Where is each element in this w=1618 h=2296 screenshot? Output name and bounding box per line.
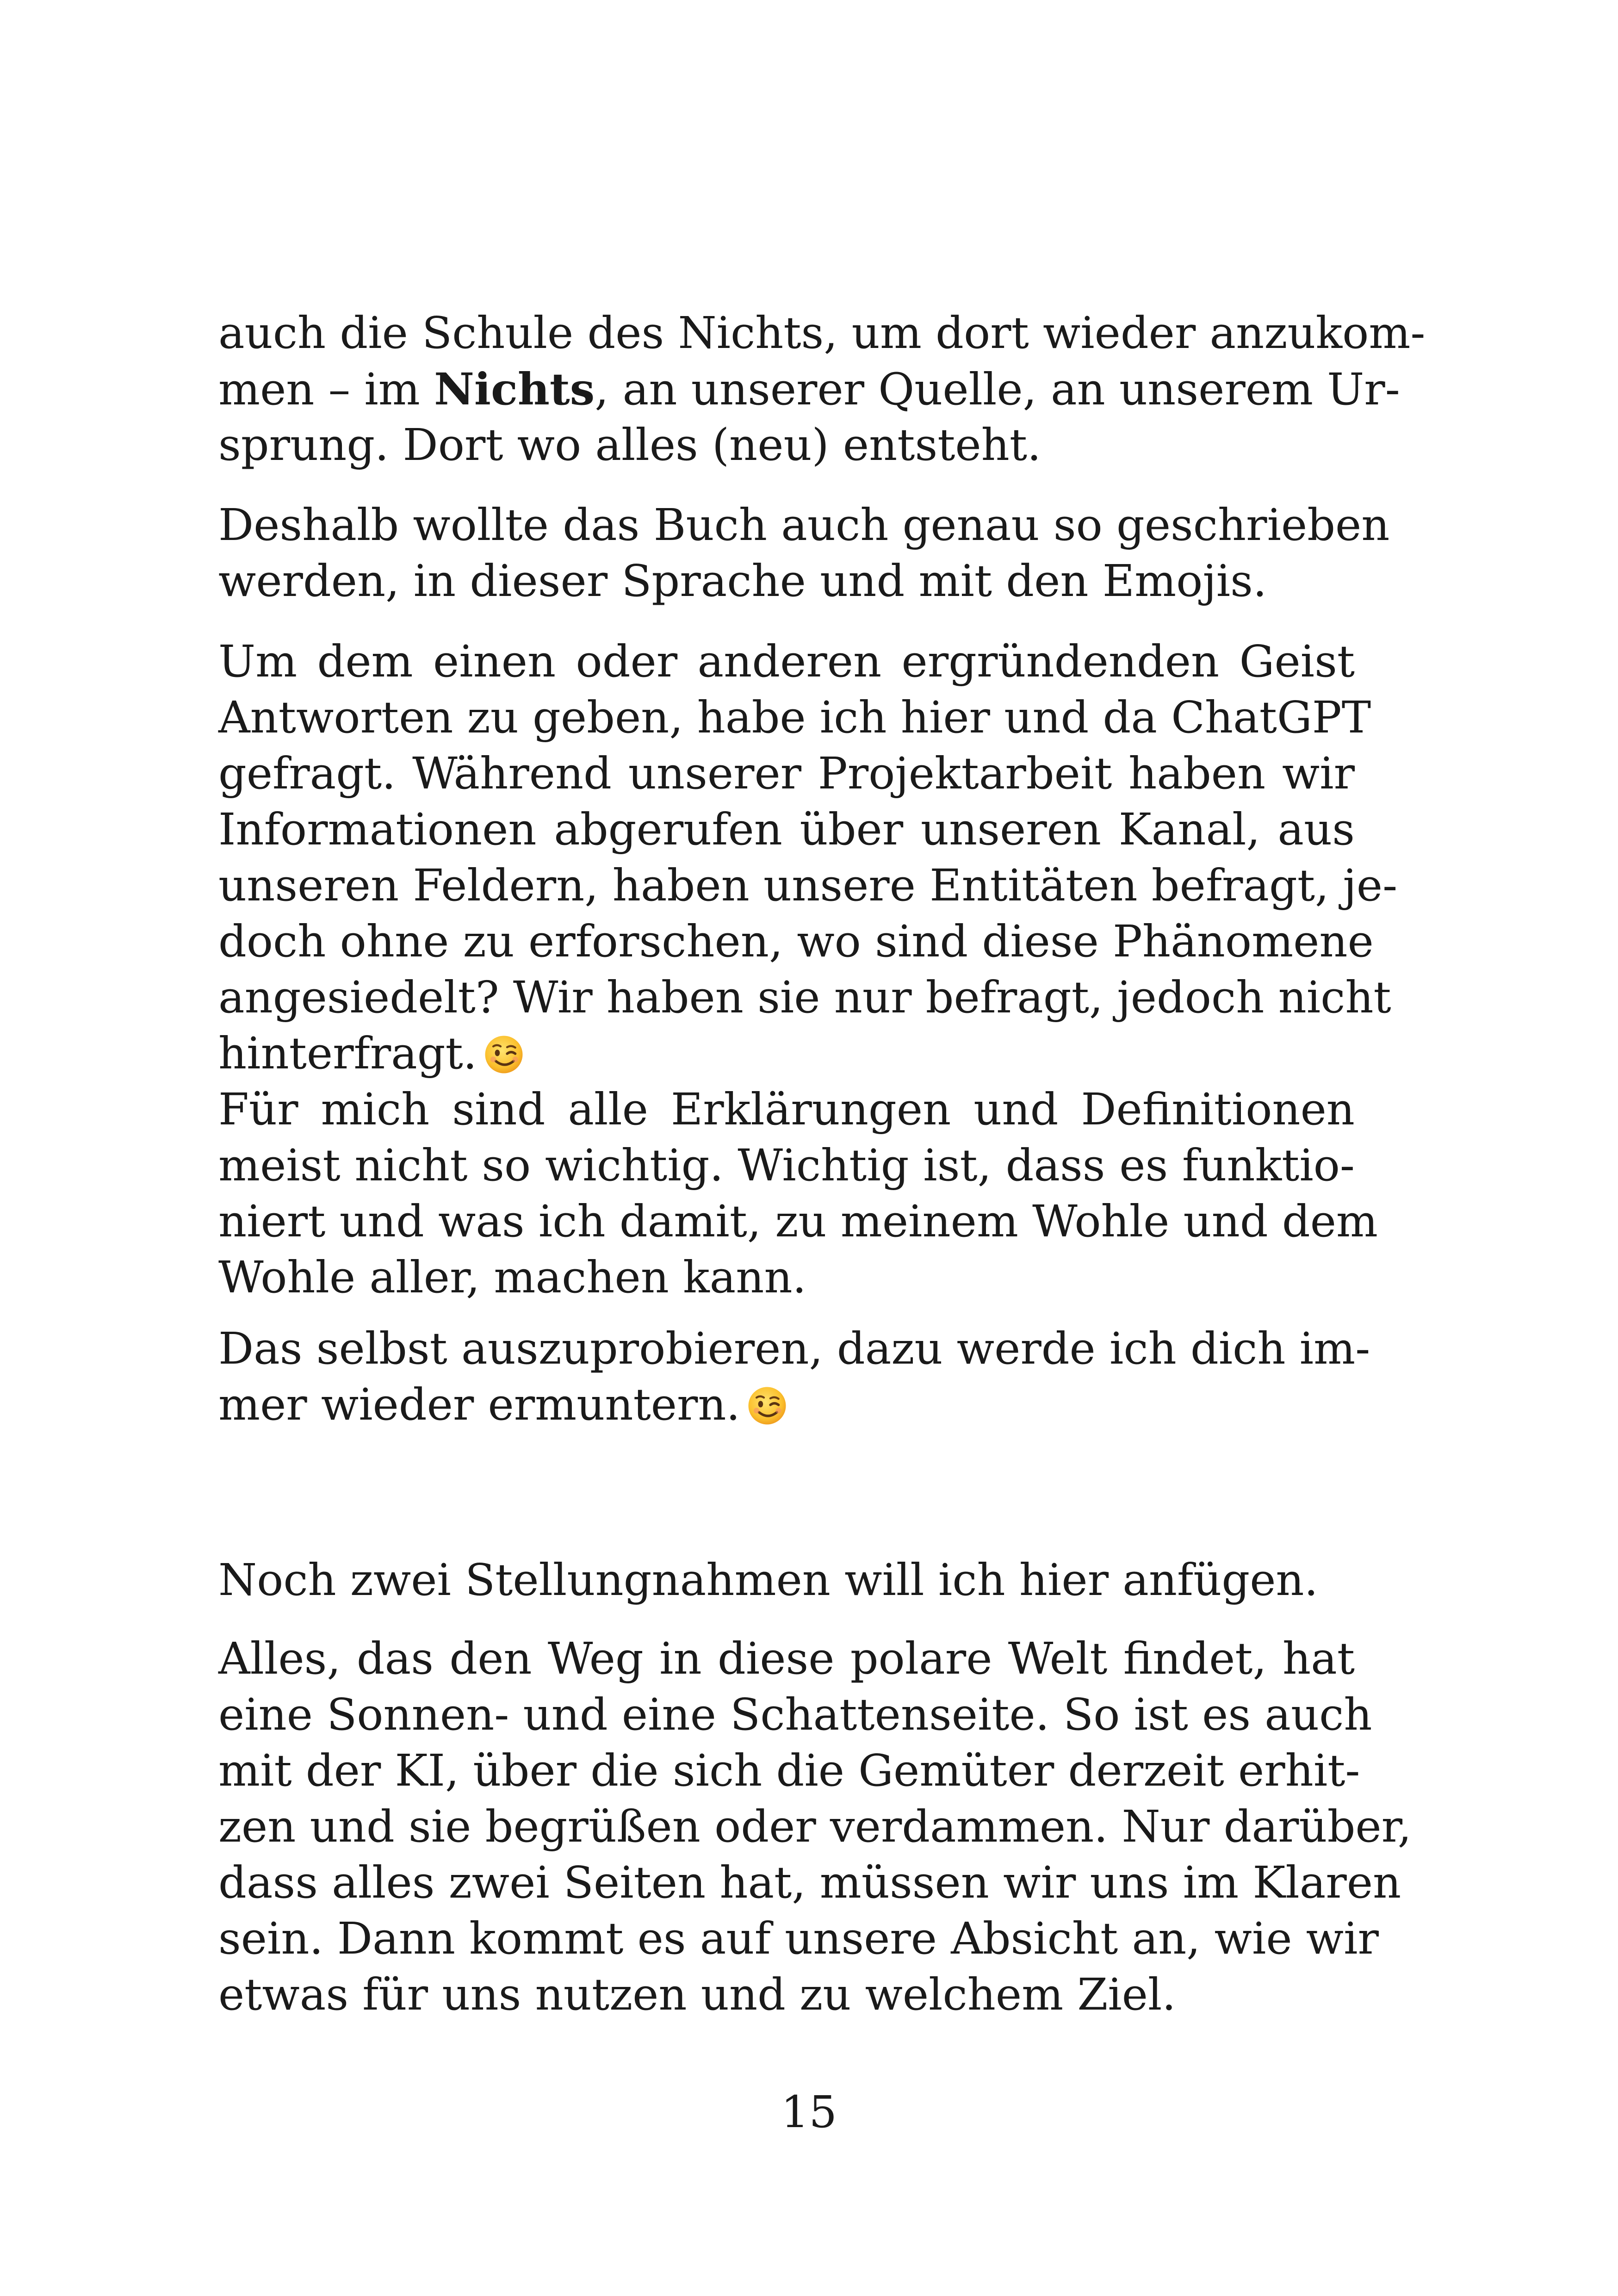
text-segment: men – im bbox=[218, 364, 434, 415]
text-line bbox=[218, 1026, 1355, 1082]
text-line: doch ohne zu erforschen, wo sind diese Phänomene bbox=[218, 916, 1374, 967]
bold-term-nichts: Nichts bbox=[434, 364, 595, 415]
text-segment: , an unserer Quelle, an unserem Ur- bbox=[595, 364, 1400, 415]
page-number: 15 bbox=[781, 2087, 837, 2138]
paragraph-1 bbox=[218, 305, 1426, 473]
text-line: angesiedelt? Wir haben sie nur befragt, jedoch nicht bbox=[218, 972, 1391, 1023]
text-line: sein. Dann kommt es auf unsere Absicht an, wie wir bbox=[218, 1913, 1379, 1964]
winking-face-emoji-icon bbox=[747, 1385, 787, 1426]
text-line: werden, in dieser Sprache und mit den Emojis. bbox=[218, 556, 1267, 607]
paragraph-5 bbox=[218, 1552, 1355, 1608]
text-line: Informationen abgerufen über unseren Kanal, aus bbox=[218, 804, 1355, 855]
text-line: zen und sie begrüßen oder verdammen. Nur darüber, bbox=[218, 1801, 1412, 1852]
text-line: niert und was ich damit, zu meinem Wohle und dem bbox=[218, 1196, 1378, 1247]
text-line: Noch zwei Stellungnahmen will ich hier anfügen. bbox=[218, 1555, 1318, 1606]
paragraph-6 bbox=[218, 1631, 1412, 2023]
text-line: mit der KI, über die sich die Gemüter derzeit erhit- bbox=[218, 1745, 1360, 1796]
text-line: auch die Schule des Nichts, um dort wieder anzukom- bbox=[218, 308, 1426, 359]
text-line: gefragt. Während unserer Projektarbeit haben wir bbox=[218, 748, 1355, 799]
paragraph-3 bbox=[218, 634, 1398, 1306]
text-segment: hinterfragt. bbox=[218, 1028, 477, 1079]
text-line: sprung. Dort wo alles (neu) entsteht. bbox=[218, 420, 1041, 471]
paragraph-2 bbox=[218, 497, 1390, 609]
text-line: Für mich sind alle Erklärungen und Definitionen bbox=[218, 1084, 1355, 1135]
text-line bbox=[218, 361, 1400, 417]
text-line: Deshalb wollte das Buch auch genau so geschrieben bbox=[218, 500, 1390, 551]
text-line: Das selbst auszuprobieren, dazu werde ich dich im- bbox=[218, 1323, 1370, 1374]
winking-face-emoji-icon bbox=[484, 1034, 524, 1075]
text-line: eine Sonnen- und eine Schattenseite. So ist es auch bbox=[218, 1689, 1372, 1740]
text-line: meist nicht so wichtig. Wichtig ist, dass es funktio- bbox=[218, 1140, 1355, 1191]
text-line: Wohle aller, machen kann. bbox=[218, 1252, 806, 1303]
text-segment: mer wieder ermuntern. bbox=[218, 1379, 740, 1430]
text-line: Alles, das den Weg in diese polare Welt findet, hat bbox=[218, 1633, 1355, 1684]
text-line: etwas für uns nutzen und zu welchem Ziel. bbox=[218, 1969, 1176, 2020]
text-line bbox=[218, 1377, 1355, 1433]
text-line: unseren Feldern, haben unsere Entitäten befragt, je- bbox=[218, 860, 1398, 911]
text-line: Um dem einen oder anderen ergründenden Geist bbox=[218, 636, 1355, 687]
text-line: Antworten zu geben, habe ich hier und da ChatGPT bbox=[218, 692, 1371, 743]
text-line: dass alles zwei Seiten hat, müssen wir uns im Klaren bbox=[218, 1857, 1401, 1908]
paragraph-4 bbox=[218, 1321, 1370, 1433]
